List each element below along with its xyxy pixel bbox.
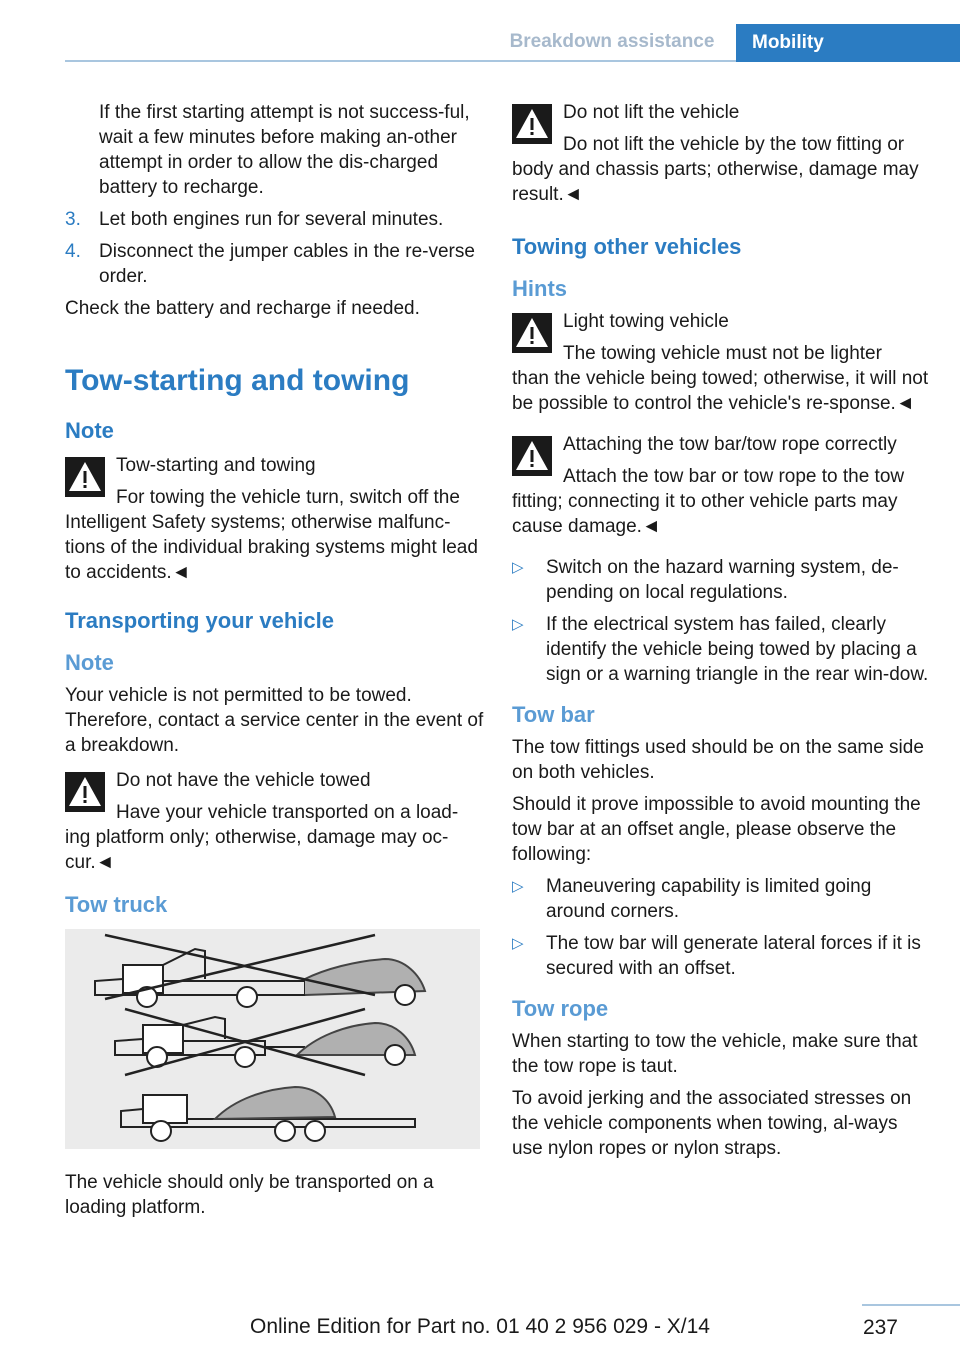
warning-block bbox=[512, 100, 932, 207]
tow-bar-heading: Tow bar bbox=[512, 702, 595, 727]
section-tab[interactable]: Breakdown assistance bbox=[488, 24, 736, 60]
warning-title: Do not lift the vehicle bbox=[563, 102, 740, 123]
hints-heading: Hints bbox=[512, 276, 567, 301]
warning-triangle-icon bbox=[65, 772, 105, 812]
warning-title: Attaching the tow bar/tow rope correctly bbox=[563, 434, 897, 455]
list-item-text: If the electrical system has failed, clearly identify the vehicle being towed by placing a sign or a warning triangle in the rear win-dow. bbox=[546, 614, 929, 685]
note-heading: Note bbox=[65, 418, 114, 443]
warning-title: Tow-starting and towing bbox=[116, 455, 316, 476]
warning-body: For towing the vehicle turn, switch off the Intelligent Safety systems; otherwise malfunc-tions of the individual braking systems might lead to accidents.◄ bbox=[65, 487, 478, 583]
step-item bbox=[65, 207, 485, 232]
warning-body: Have your vehicle transported on a load- ing platform only; otherwise, damage may oc-cur.◄ bbox=[65, 802, 459, 873]
edition-footer: Online Edition for Part no. 01 40 2 956 029 - X/14 bbox=[250, 1315, 710, 1338]
warning-title: Light towing vehicle bbox=[563, 311, 729, 332]
page-number: 237 bbox=[862, 1316, 898, 1339]
warning-triangle-icon bbox=[65, 457, 105, 497]
warning-block bbox=[512, 432, 932, 539]
triangle-bullet-icon: ▷ bbox=[512, 559, 524, 576]
step-number: 3. bbox=[65, 209, 81, 230]
transporting-heading: Transporting your vehicle bbox=[65, 608, 334, 633]
list-item bbox=[512, 874, 932, 924]
list-item bbox=[512, 612, 932, 687]
left-column bbox=[65, 100, 485, 1227]
step-item bbox=[65, 239, 485, 289]
warning-block bbox=[65, 453, 485, 585]
list-item-text: Maneuvering capability is limited going around corners. bbox=[546, 876, 872, 922]
list-item bbox=[512, 931, 932, 981]
transport-note-text: Your vehicle is not permitted to be towed. Therefore, contact a service center in the event of a breakdown. bbox=[65, 685, 484, 756]
tow-truck-caption: The vehicle should only be transported on a loading platform. bbox=[65, 1172, 434, 1218]
triangle-bullet-icon: ▷ bbox=[512, 935, 524, 952]
check-battery-text: Check the battery and recharge if needed. bbox=[65, 298, 420, 319]
footer-rule bbox=[862, 1304, 960, 1306]
warning-body: Attach the tow bar or tow rope to the tow fitting; connecting it to other vehicle parts may cause damage.◄ bbox=[512, 466, 905, 537]
warning-block bbox=[65, 768, 485, 875]
warning-triangle-icon bbox=[512, 104, 552, 144]
warning-body: Do not lift the vehicle by the tow fitting or body and chassis parts; otherwise, damage may result.◄ bbox=[512, 134, 919, 205]
towing-other-heading: Towing other vehicles bbox=[512, 234, 742, 259]
transport-note-heading: Note bbox=[65, 650, 114, 675]
step-text: Disconnect the jumper cables in the re-verse order. bbox=[99, 241, 475, 287]
tow-rope-heading: Tow rope bbox=[512, 996, 609, 1021]
warning-triangle-icon bbox=[512, 436, 552, 476]
triangle-bullet-icon: ▷ bbox=[512, 878, 524, 895]
warning-body: The towing vehicle must not be lighter than the vehicle being towed; otherwise, it will not be possible to control the vehicle's re-sponse.◄ bbox=[512, 343, 929, 414]
list-item-text: Switch on the hazard warning system, de-pending on local regulations. bbox=[546, 557, 899, 603]
step-number: 4. bbox=[65, 241, 81, 262]
tow-rope-paragraph: To avoid jerking and the associated stresses on the vehicle components when towing, al-ways use nylon ropes or nylon straps. bbox=[512, 1088, 912, 1159]
warning-block bbox=[512, 309, 932, 416]
list-item bbox=[512, 555, 932, 605]
continued-paragraph: If the first starting attempt is not success-ful, wait a few minutes before making an-other attempt in order to allow the dis-charged battery to recharge. bbox=[99, 102, 470, 198]
triangle-bullet-icon: ▷ bbox=[512, 616, 524, 633]
tow-bar-paragraph: The tow fittings used should be on the same side on both vehicles. bbox=[512, 737, 924, 783]
right-column bbox=[512, 100, 932, 1168]
tow-truck-illustration bbox=[65, 929, 480, 1149]
tow-truck-heading: Tow truck bbox=[65, 892, 168, 917]
step-text: Let both engines run for several minutes. bbox=[99, 209, 444, 230]
section-title: Tow-starting and towing bbox=[65, 364, 410, 397]
tow-rope-paragraph: When starting to tow the vehicle, make sure that the tow rope is taut. bbox=[512, 1031, 918, 1077]
tow-bar-paragraph: Should it prove impossible to avoid mounting the tow bar at an offset angle, please observe the following: bbox=[512, 794, 921, 865]
chapter-tab[interactable]: Mobility bbox=[736, 24, 960, 62]
list-item-text: The tow bar will generate lateral forces if it is secured with an offset. bbox=[546, 933, 921, 979]
warning-title: Do not have the vehicle towed bbox=[116, 770, 371, 791]
warning-triangle-icon bbox=[512, 313, 552, 353]
